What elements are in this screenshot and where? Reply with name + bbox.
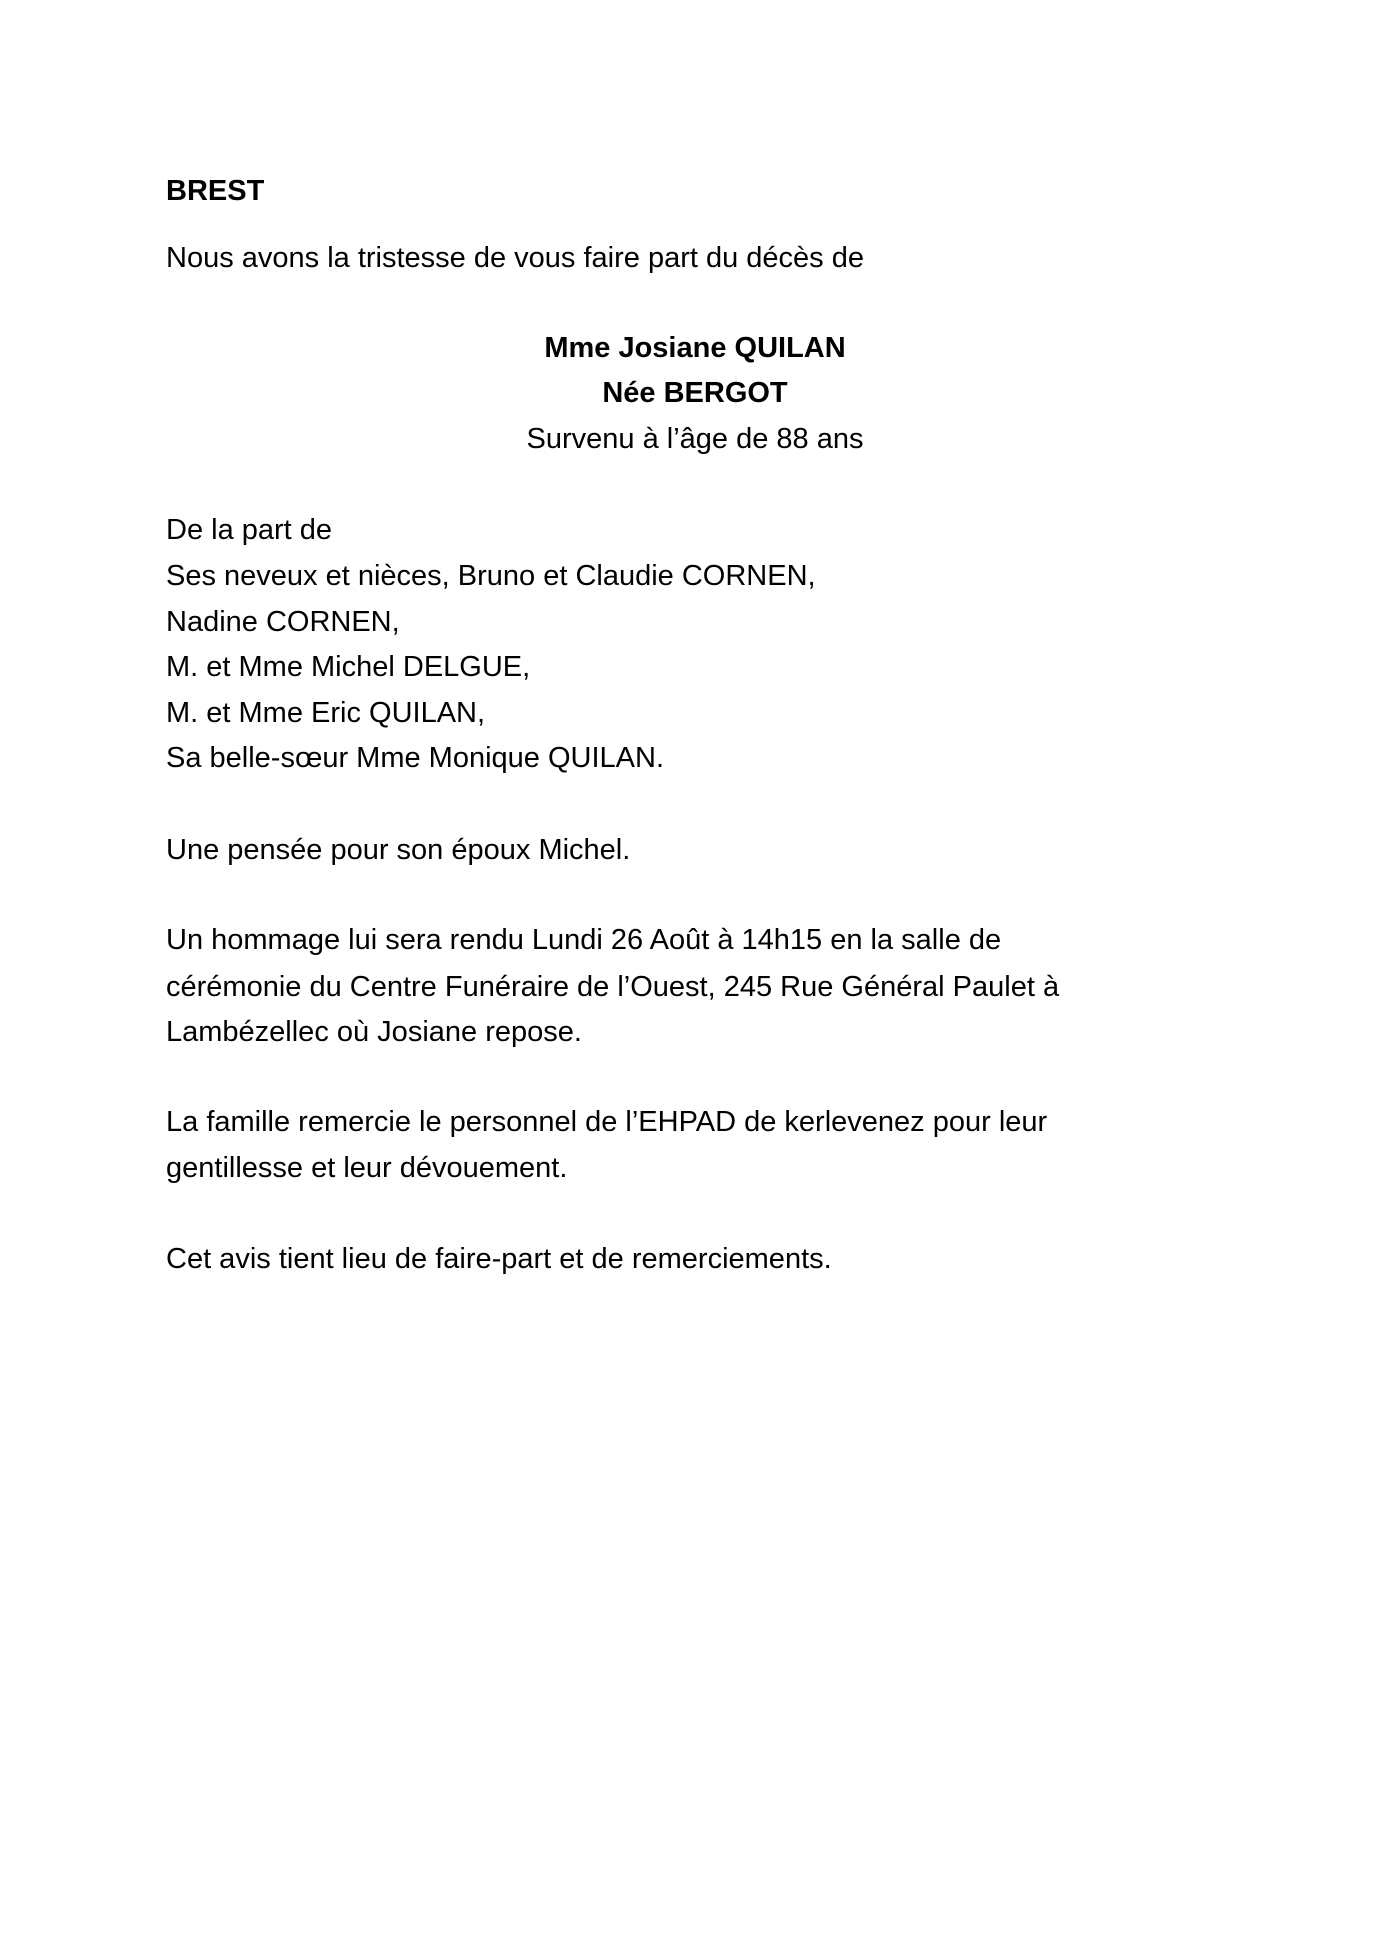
thanks-line: La famille remercie le personnel de l’EHPAD de kerlevenez pour leur bbox=[166, 1106, 1048, 1138]
thought-text: Une pensée pour son époux Michel. bbox=[166, 834, 631, 866]
family-line: Ses neveux et nièces, Bruno et Claudie CORNEN, bbox=[166, 560, 816, 592]
family-line: M. et Mme Eric QUILAN, bbox=[166, 697, 486, 729]
tribute-line: cérémonie du Centre Funéraire de l’Ouest, 245 Rue Général Paulet à bbox=[166, 971, 1060, 1003]
tribute-line: Lambézellec où Josiane repose. bbox=[166, 1016, 582, 1048]
thanks-line: gentillesse et leur dévouement. bbox=[166, 1152, 568, 1184]
from-heading: De la part de bbox=[166, 514, 333, 546]
family-line: Sa belle-sœur Mme Monique QUILAN. bbox=[166, 742, 664, 774]
tribute-line: Un hommage lui sera rendu Lundi 26 Août à 14h15 en la salle de bbox=[166, 924, 1002, 956]
deceased-age: Survenu à l’âge de 88 ans bbox=[526, 423, 864, 455]
city-heading: BREST bbox=[166, 175, 265, 207]
closing-text: Cet avis tient lieu de faire-part et de remerciements. bbox=[166, 1243, 832, 1275]
deceased-name: Mme Josiane QUILAN bbox=[544, 332, 846, 364]
intro-text: Nous avons la tristesse de vous faire part du décès de bbox=[166, 242, 864, 274]
family-line: M. et Mme Michel DELGUE, bbox=[166, 651, 531, 683]
family-line: Nadine CORNEN, bbox=[166, 606, 400, 638]
deceased-maiden-name: Née BERGOT bbox=[602, 377, 788, 409]
